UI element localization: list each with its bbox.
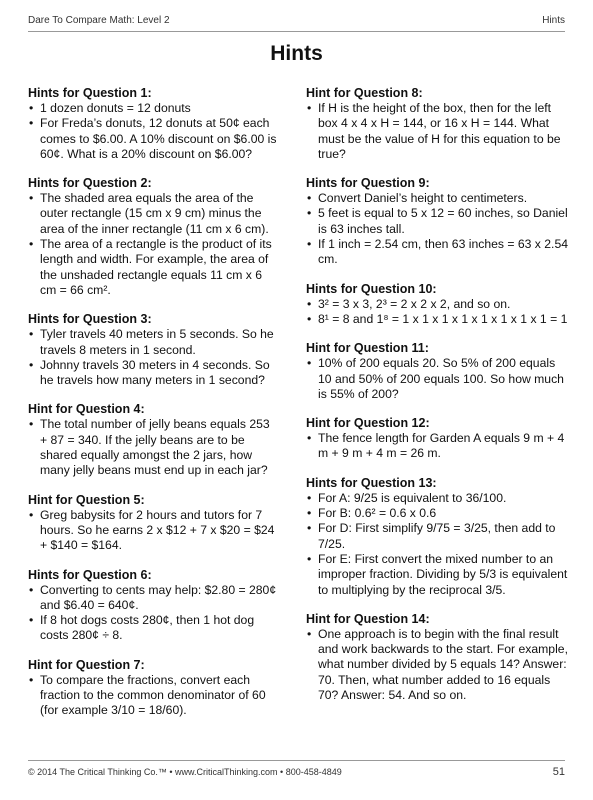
hint-heading: Hint for Question 4: bbox=[28, 402, 145, 417]
copyright-line: © 2014 The Critical Thinking Co.™ • www.CriticalThinking.com • 800-458-4849 bbox=[28, 767, 342, 777]
hint-section bbox=[306, 612, 568, 703]
hint-section bbox=[28, 568, 280, 644]
hint-item: • The area of a rectangle is the product of its length and width. For example, the area of the unshaded rectangle equals 11 cm x 6 cm = 66 cm². bbox=[28, 237, 280, 298]
hint-item: • The total number of jelly beans equals 253 + 87 = 340. If the jelly beans are to be shared equally amongst the 2 jars, how many jelly beans must end up in each jar? bbox=[28, 417, 280, 478]
hint-item: • 8¹ = 8 and 1⁸ = 1 x 1 x 1 x 1 x 1 x 1 x 1 x 1 = 1 bbox=[306, 312, 568, 327]
hint-section bbox=[306, 341, 568, 402]
hint-item: • Greg babysits for 2 hours and tutors for 7 hours. So he earns 2 x $12 + 7 x $20 = $24 + $140 = $164. bbox=[28, 508, 280, 554]
right-column bbox=[306, 86, 568, 717]
hint-item: • If 8 hot dogs costs 280¢, then 1 hot dog costs 280¢ ÷ 8. bbox=[28, 613, 280, 644]
hint-heading: Hint for Question 8: bbox=[306, 86, 423, 100]
book-title: Dare To Compare Math: Level 2 bbox=[28, 15, 170, 26]
hint-list bbox=[306, 297, 568, 328]
hint-item: • 3² = 3 x 3, 2³ = 2 x 2 x 2, and so on. bbox=[306, 297, 568, 312]
hint-list bbox=[306, 431, 568, 462]
hint-heading: Hint for Question 7: bbox=[28, 657, 145, 672]
page-number: 51 bbox=[552, 766, 565, 778]
hint-item: • 1 dozen donuts = 12 donuts bbox=[28, 101, 280, 116]
hint-item: • The shaded area equals the area of the outer rectangle (15 cm x 9 cm) minus the area of the inner rectangle (11 cm x 6 cm). bbox=[28, 191, 280, 237]
hint-heading: Hints for Question 9: bbox=[306, 176, 430, 191]
hint-section bbox=[28, 493, 280, 554]
hint-heading: Hints for Question 6: bbox=[28, 567, 152, 582]
hint-item: • For B: 0.6² = 0.6 x 0.6 bbox=[306, 506, 568, 521]
hint-item: • Tyler travels 40 meters in 5 seconds. So he travels 8 meters in 1 second. bbox=[28, 327, 280, 358]
hint-section bbox=[306, 176, 568, 267]
hint-item: • 10% of 200 equals 20. So 5% of 200 equals 10 and 50% of 200 equals 100. So how much is 55% of 200? bbox=[306, 356, 568, 402]
hint-list bbox=[306, 191, 568, 267]
hint-list bbox=[28, 508, 280, 554]
hint-item: • For D: First simplify 9/75 = 3/25, then add to 7/25. bbox=[306, 521, 568, 552]
hint-section bbox=[306, 282, 568, 328]
header-divider bbox=[28, 31, 565, 32]
hint-heading: Hints for Question 2: bbox=[28, 176, 152, 191]
hint-heading: Hints for Question 3: bbox=[28, 312, 152, 327]
hint-heading: Hints for Question 1: bbox=[28, 86, 152, 100]
hint-item: • Johnny travels 30 meters in 4 seconds. So he travels how many meters in 1 second? bbox=[28, 358, 280, 389]
hint-heading: Hints for Question 10: bbox=[306, 281, 437, 296]
page-header bbox=[28, 15, 565, 29]
hint-section bbox=[306, 476, 568, 598]
hint-item: • For A: 9/25 is equivalent to 36/100. bbox=[306, 491, 568, 506]
hint-section bbox=[306, 416, 568, 462]
left-column bbox=[28, 86, 280, 733]
hint-heading: Hint for Question 12: bbox=[306, 416, 430, 431]
hint-section bbox=[28, 176, 280, 298]
hint-item: • For E: First convert the mixed number to an improper fraction. Dividing by 5/3 is equivalent to multiplying by the reciprocal 3/5. bbox=[306, 552, 568, 598]
hint-heading: Hints for Question 13: bbox=[306, 475, 437, 490]
hint-item: • Convert Daniel’s height to centimeters. bbox=[306, 191, 568, 206]
hint-section bbox=[28, 312, 280, 388]
hint-heading: Hint for Question 11: bbox=[306, 341, 429, 356]
hint-list bbox=[28, 673, 280, 719]
hint-section bbox=[28, 658, 280, 719]
hint-list bbox=[306, 491, 568, 598]
hint-list bbox=[28, 417, 280, 478]
hint-list bbox=[306, 627, 568, 703]
hint-item: • For Freda’s donuts, 12 donuts at 50¢ each comes to $6.00. A 10% discount on $6.00 is 60¢. What is a 20% discount on $6.00? bbox=[28, 116, 280, 162]
hint-item: • The fence length for Garden A equals 9 m + 4 m + 9 m + 4 m = 26 m. bbox=[306, 431, 568, 462]
hint-list bbox=[306, 101, 568, 162]
footer-divider bbox=[28, 760, 565, 761]
hint-heading: Hint for Question 14: bbox=[306, 611, 430, 626]
hint-item: • If 1 inch = 2.54 cm, then 63 inches = 63 x 2.54 cm. bbox=[306, 237, 568, 268]
hint-list bbox=[28, 101, 280, 162]
hint-section bbox=[28, 86, 280, 162]
hint-item: • One approach is to begin with the final result and work backwards to the start. For example, what number divided by 5 equals 14? Answer: 70. Then, what number added to 16 equals 70? Answer: 54. And so on. bbox=[306, 627, 568, 703]
section-name: Hints bbox=[542, 15, 565, 26]
hint-item: • Converting to cents may help: $2.80 = 280¢ and $6.40 = 640¢. bbox=[28, 583, 280, 614]
hint-section bbox=[306, 86, 568, 162]
hint-heading: Hint for Question 5: bbox=[28, 492, 145, 507]
hint-item: • To compare the fractions, convert each fraction to the common denominator of 60 (for example 3/10 = 18/60). bbox=[28, 673, 280, 719]
hint-item: • 5 feet is equal to 5 x 12 = 60 inches, so Daniel is 63 inches tall. bbox=[306, 206, 568, 237]
hint-list bbox=[28, 583, 280, 644]
hint-list bbox=[28, 191, 280, 298]
page-title: Hints bbox=[270, 42, 323, 65]
hint-list bbox=[306, 356, 568, 402]
hint-item: • If H is the height of the box, then for the left box 4 x 4 x H = 144, or 16 x H = 144. What must be the value of H for this equation to be true? bbox=[306, 101, 568, 162]
hint-list bbox=[28, 327, 280, 388]
hint-section bbox=[28, 402, 280, 478]
